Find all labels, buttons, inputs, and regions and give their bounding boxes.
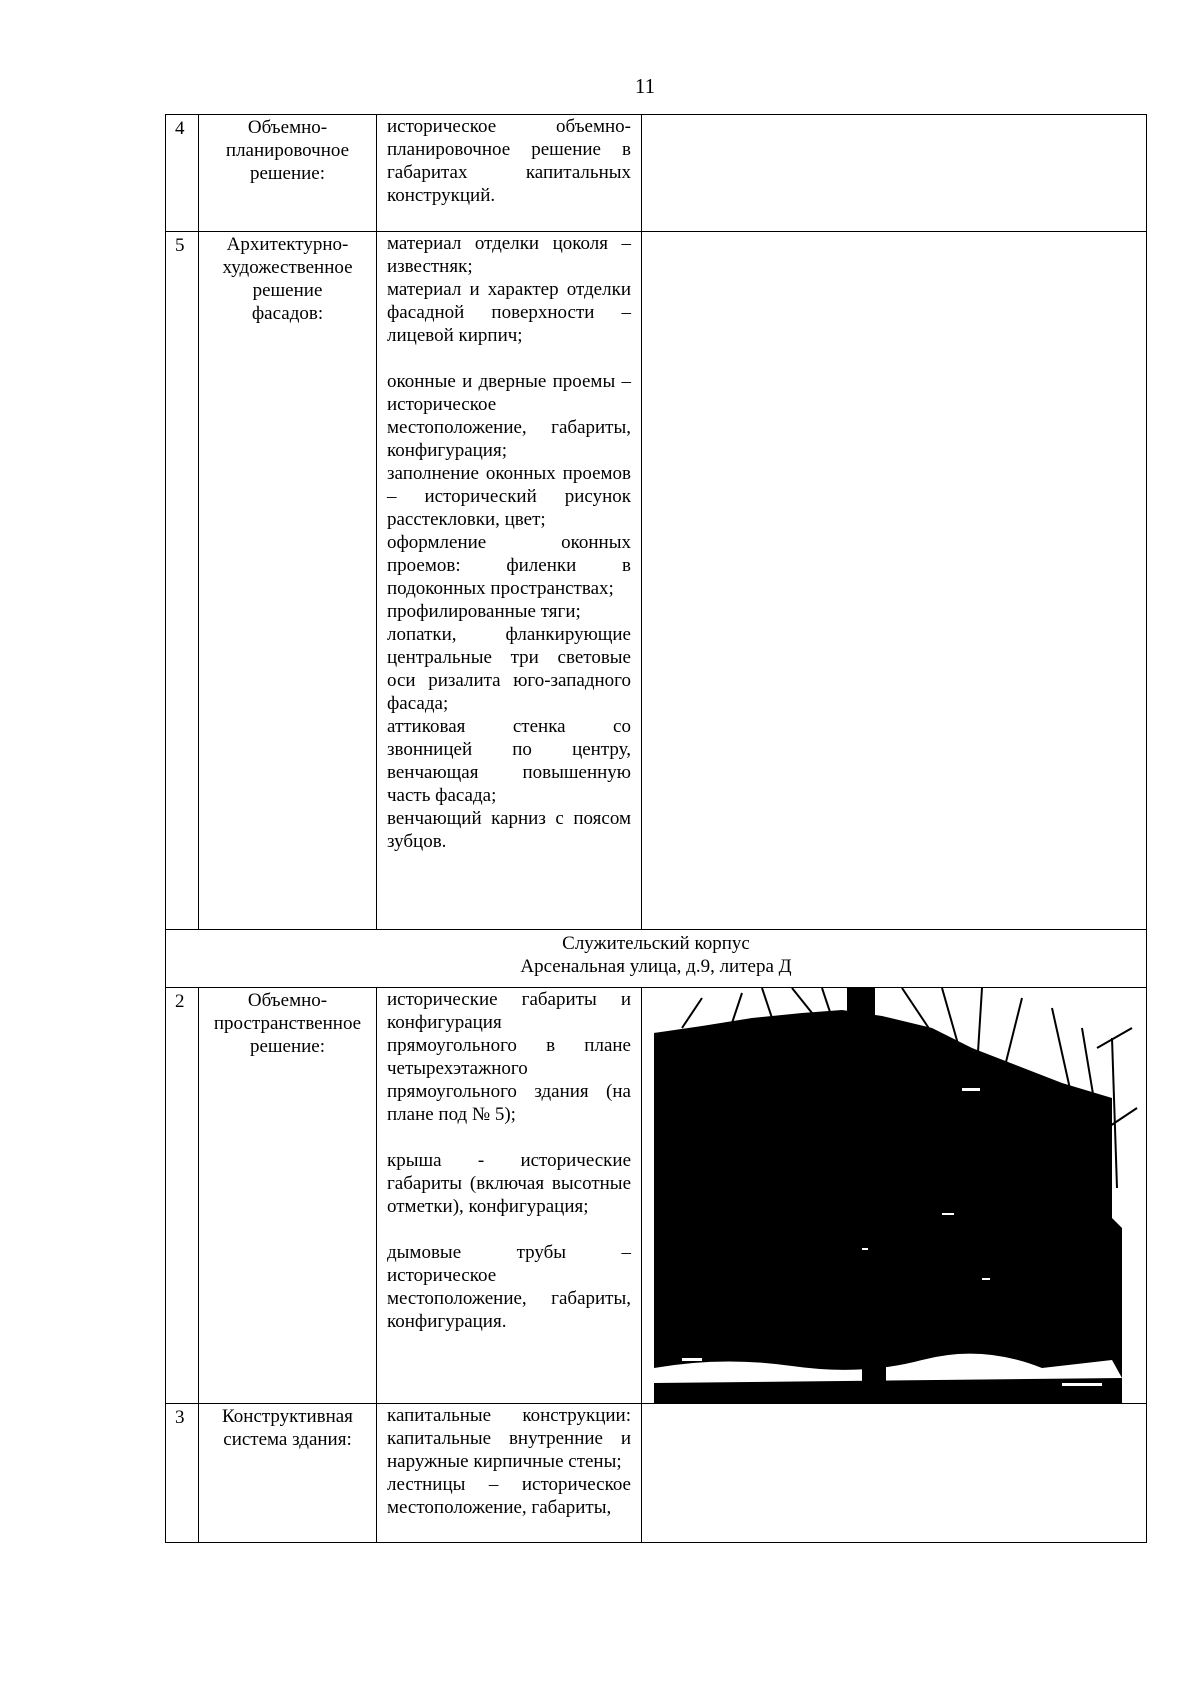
- text-line: часть фасада;: [387, 785, 497, 806]
- text-line: оформление оконных: [387, 532, 631, 553]
- label-line: решение:: [249, 1036, 326, 1057]
- text-line: местоположение, габариты,: [387, 1288, 631, 1309]
- text-line: проемов: филенки в: [387, 555, 631, 576]
- text-line: заполнение оконных: [387, 463, 556, 484]
- text-line: историческое объемно-: [387, 116, 631, 137]
- text-line: высотные отметки),: [387, 1173, 631, 1217]
- text-line: конструкций.: [387, 185, 496, 206]
- row-content: [377, 115, 642, 232]
- text-line: фасада;: [387, 693, 449, 714]
- text-line: рисунок расстекловки,: [387, 486, 631, 530]
- text-line: прямоугольного в плане: [387, 1035, 631, 1056]
- content-paragraph: [387, 115, 631, 207]
- text-line: оконные и дверные проемы: [387, 371, 616, 392]
- label-line: художественное: [222, 257, 353, 278]
- text-line: кирпич;: [458, 325, 523, 346]
- label-line: фасадов:: [251, 303, 324, 324]
- content-paragraph: [387, 807, 631, 853]
- table-row: [166, 115, 1147, 232]
- row-number: 4: [166, 115, 199, 232]
- content-paragraph: [387, 1404, 631, 1473]
- label-line: Объемно-: [247, 990, 328, 1011]
- text-line: капитальные конструкции:: [387, 1405, 631, 1426]
- label-line: пространственное: [213, 1013, 362, 1034]
- content-paragraph: [387, 462, 631, 531]
- text-line: конфигурация: [387, 1012, 502, 1033]
- label-line: Архитектурно-: [226, 234, 349, 255]
- text-line: профилированные тяги;: [387, 601, 581, 622]
- table-row: [166, 988, 1147, 1404]
- text-line: историческое: [387, 1265, 497, 1286]
- table-row: [166, 232, 1147, 930]
- label-line: Объемно-: [247, 117, 328, 138]
- content-paragraph: [387, 370, 631, 462]
- label-line: Конструктивная: [222, 1406, 353, 1427]
- label-line: планировочное: [225, 140, 350, 161]
- text-line: плане под № 5);: [387, 1104, 516, 1125]
- content-paragraph: [387, 1241, 631, 1333]
- section-title: Служительский корпус: [562, 933, 750, 954]
- section-heading-row: [166, 930, 1147, 988]
- row-content: [377, 232, 642, 930]
- text-line: отделки фасадной: [387, 279, 631, 323]
- row-content: [377, 1404, 642, 1543]
- text-line: капитальные внутренние и: [387, 1428, 631, 1449]
- table-row: [166, 1404, 1147, 1543]
- text-line: лестницы – историческое: [387, 1474, 631, 1495]
- row-number: 2: [166, 988, 199, 1404]
- text-line: подоконных пространствах;: [387, 578, 614, 599]
- text-line: венчающий карниз с: [387, 808, 564, 829]
- section-address: Арсенальная улица, д.9, литера Д: [520, 956, 792, 977]
- row-label: [199, 115, 377, 232]
- content-paragraph: [387, 715, 631, 807]
- text-line: дымовые трубы –: [387, 1242, 631, 1263]
- empty-cell: [642, 232, 1147, 930]
- text-line: конфигурация.: [387, 1311, 507, 1332]
- content-paragraph: [387, 1149, 631, 1218]
- text-line: планировочное решение в: [387, 139, 631, 160]
- content-paragraph: [387, 1473, 631, 1519]
- empty-cell: [642, 1404, 1147, 1543]
- content-paragraph: [387, 600, 631, 623]
- label-line: решение: [252, 280, 323, 301]
- row-label: [199, 988, 377, 1404]
- building-photo: [642, 988, 1145, 1403]
- heritage-table: [165, 114, 1147, 1543]
- empty-cell: [642, 115, 1147, 232]
- section-heading: [166, 930, 1147, 988]
- content-paragraph: [387, 623, 631, 715]
- content-paragraph: [387, 232, 631, 278]
- text-line: наружные кирпичные: [387, 1451, 564, 1472]
- text-line: – историческое: [387, 371, 632, 415]
- text-line: крыша - исторические: [387, 1150, 631, 1171]
- label-line: решение:: [249, 163, 326, 184]
- text-line: конфигурация;: [387, 440, 507, 461]
- label-line: система здания:: [223, 1429, 352, 1450]
- text-line: материал и характер: [387, 279, 559, 300]
- text-line: местоположение, габариты,: [387, 417, 631, 438]
- content-paragraph: [387, 278, 631, 347]
- row-content: [377, 988, 642, 1404]
- text-line: аттиковая стенка со: [387, 716, 631, 737]
- text-line: исторические габариты и: [387, 989, 631, 1010]
- text-line: оси ризалита юго-западного: [387, 670, 631, 691]
- text-line: материал отделки цоколя –: [387, 233, 631, 254]
- photo-cell: [642, 988, 1147, 1404]
- row-number: 5: [166, 232, 199, 930]
- text-line: проемов – исторический: [387, 463, 631, 507]
- content-paragraph: [387, 531, 631, 600]
- text-line: стены;: [568, 1451, 622, 1472]
- text-line: венчающая повышенную: [387, 762, 631, 783]
- text-line: четырехэтажного: [387, 1058, 528, 1079]
- text-line: цвет;: [504, 509, 546, 530]
- text-line: звонницей по центру,: [387, 739, 631, 760]
- text-line: габариты (включая: [387, 1173, 545, 1194]
- text-line: прямоугольного здания (на: [387, 1081, 631, 1102]
- text-line: конфигурация;: [468, 1196, 589, 1217]
- text-line: лопатки, фланкирующие: [387, 624, 631, 645]
- content-paragraph: [387, 988, 631, 1126]
- page-number: 11: [634, 74, 656, 98]
- text-line: центральные три световые: [387, 647, 631, 668]
- text-line: известняк;: [387, 256, 473, 277]
- row-label: [199, 1404, 377, 1543]
- row-label: [199, 232, 377, 930]
- text-line: местоположение, габариты,: [387, 1497, 612, 1518]
- text-line: габаритах капитальных: [387, 162, 631, 183]
- text-line: поясом зубцов.: [387, 808, 631, 852]
- row-number: 3: [166, 1404, 199, 1543]
- text-line: поверхности – лицевой: [387, 302, 631, 346]
